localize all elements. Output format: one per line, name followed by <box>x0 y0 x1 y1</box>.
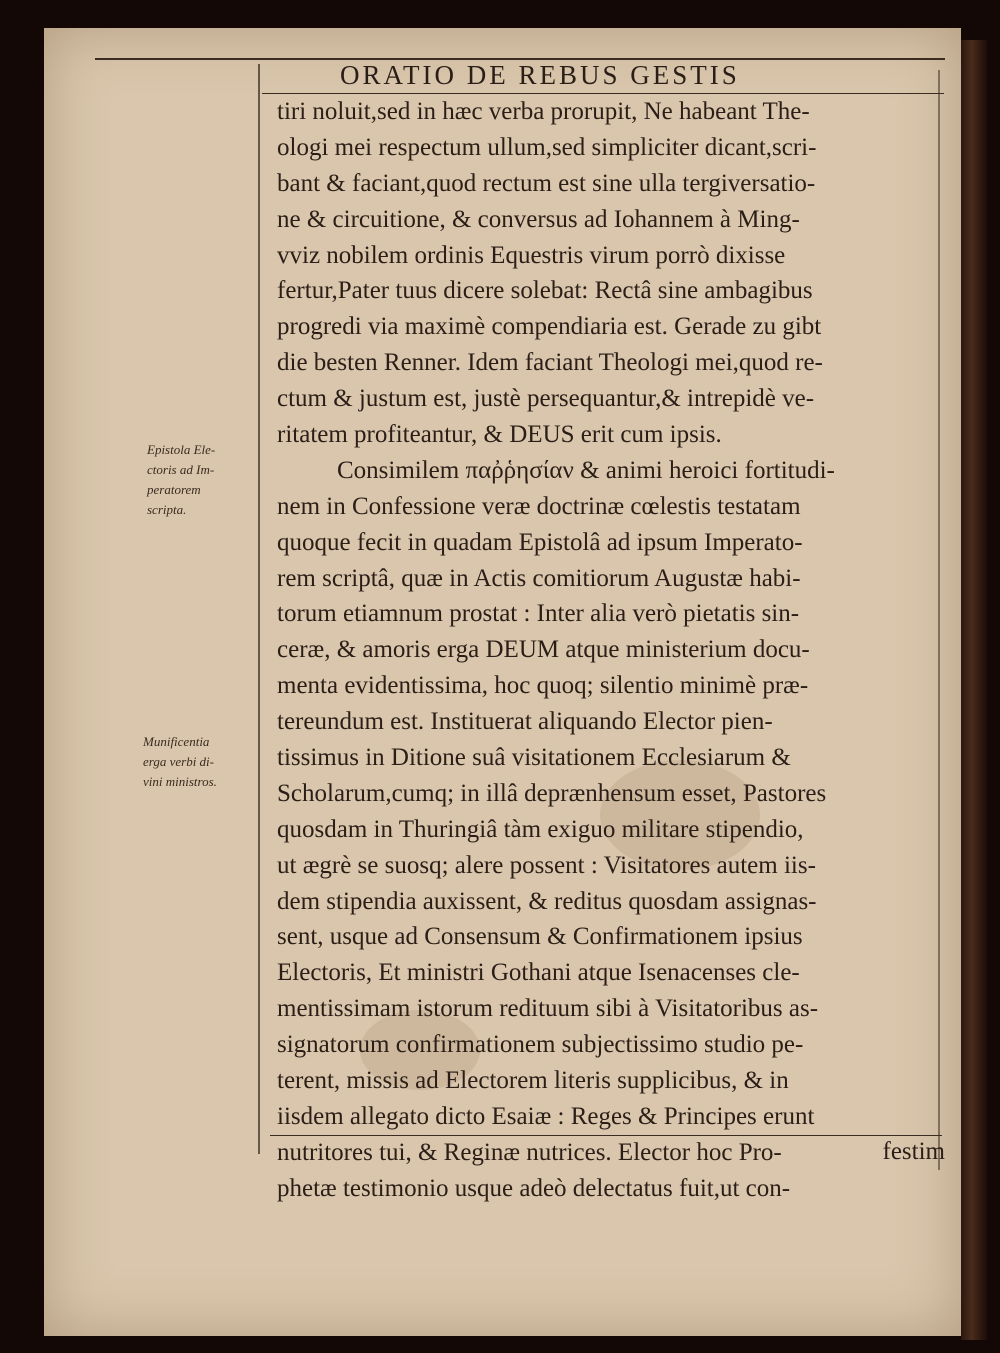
text-line: phetæ testimonio usque adeò delectatus fuit,ut con- <box>277 1174 791 1202</box>
text-line: tereundum est. Instituerat aliquando Elector pien- <box>277 708 773 736</box>
margin-note-munificentia <box>143 732 261 792</box>
text-line: fertur,Pater tuus dicere solebat: Rectâ sine ambagibus <box>277 277 813 305</box>
text-line: mentissimam istorum redituum sibi à Visitatoribus as- <box>277 995 819 1023</box>
text-line: nutritores tui, & Reginæ nutrices. Elector hoc Pro- <box>277 1138 782 1166</box>
text-line: dem stipendia auxissent, & reditus quosdam assignas- <box>277 887 817 915</box>
text-line: die besten Renner. Idem faciant Theologi mei,quod re- <box>277 349 823 377</box>
margin-note-line: Epistola Ele- <box>147 442 216 457</box>
text-line: ut ægrè se suosq; alere possent : Visitatores autem iis- <box>277 851 816 879</box>
text-line: ologi mei respectum ullum,sed simpliciter dicant,scri- <box>277 133 817 161</box>
text-line: torum etiamnum prostat : Inter alia verò pietatis sin- <box>277 600 800 628</box>
margin-note-line: peratorem <box>147 482 201 497</box>
margin-note-line: Munificentia <box>143 734 210 749</box>
text-line: ne & circuitione, & conversus ad Iohannem à Ming- <box>277 205 800 233</box>
catchword: festim <box>882 1138 945 1165</box>
text-line: menta evidentissima, hoc quoq; silentio minimè præ- <box>277 672 809 700</box>
text-line: quosdam in Thuringiâ tàm exiguo militare stipendio, <box>277 815 804 843</box>
text-line: tiri noluit,sed in hæc verba prorupit, Ne habeant The- <box>277 98 810 125</box>
margin-note-epistola <box>147 440 257 520</box>
margin-note-line: scripta. <box>147 502 187 517</box>
text-line: terent, missis ad Electorem literis supplicibus, & in <box>277 1067 789 1095</box>
text-line: progredi via maximè compendiaria est. Gerade zu gibt <box>277 313 822 341</box>
text-line: Electoris, Et ministri Gothani atque Isenacenses cle- <box>277 959 800 987</box>
margin-note-line: erga verbi di- <box>143 754 214 769</box>
text-line: ceræ, & amoris erga DEUM atque ministerium docu- <box>277 636 810 664</box>
text-line: sent, usque ad Consensum & Confirmationem ipsius <box>277 923 803 951</box>
text-line: ritatem profiteantur, & DEUS erit cum ipsis. <box>277 421 722 449</box>
margin-note-line: ctoris ad Im- <box>147 462 215 477</box>
text-line: Consimilem παῤῥησίαν & animi heroici fortitudi- <box>337 456 835 484</box>
text-line: rem scriptâ, quæ in Actis comitiorum Augustæ habi- <box>277 564 801 592</box>
text-line: nem in Confessione veræ doctrinæ cœlestis testatam <box>277 492 801 520</box>
bottom-rule <box>270 1135 942 1136</box>
page-edge-shadow <box>961 40 987 1340</box>
text-line: signatorum confirmationem subjectissimo studio pe- <box>277 1031 804 1059</box>
body-text <box>277 94 941 1207</box>
text-line: tissimus in Ditione suâ visitationem Ecclesiarum & <box>277 744 791 772</box>
text-line: vviz nobilem ordinis Equestris virum porrò dixisse <box>277 241 786 269</box>
text-line: Scholarum,cumq; in illâ deprænhensum esset, Pastores <box>277 779 827 807</box>
text-line: ctum & justum est, justè persequantur,& intrepidè ve- <box>277 385 815 413</box>
text-line: iisdem allegato dicto Esaiæ : Reges & Principes erunt <box>277 1102 815 1130</box>
text-line: quoque fecit in quadam Epistolâ ad ipsum Imperato- <box>277 528 803 556</box>
text-line: bant & faciant,quod rectum est sine ulla tergiversatio- <box>277 169 816 197</box>
margin-note-line: vini ministros. <box>143 774 217 789</box>
margin-rule-left <box>258 64 260 1154</box>
running-head: ORATIO DE REBUS GESTIS <box>340 60 740 90</box>
